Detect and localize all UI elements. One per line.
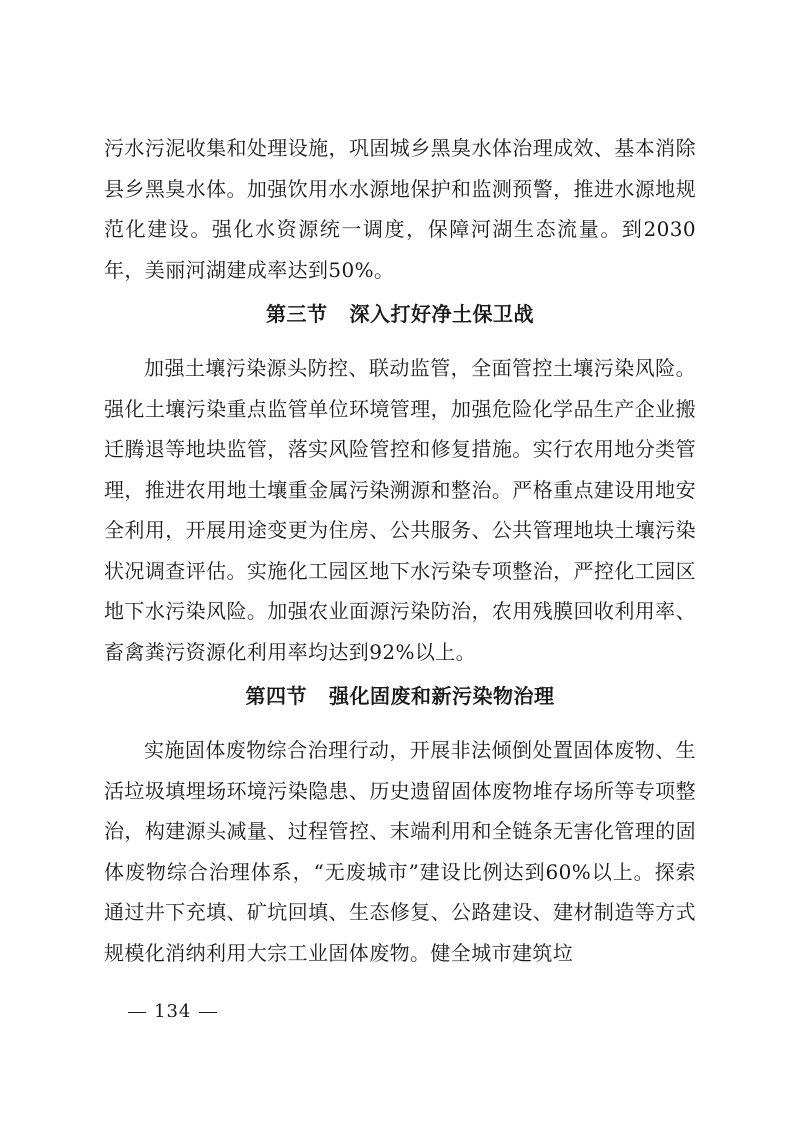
section-number: 第四节 <box>245 684 307 708</box>
dash-left <box>128 1012 146 1013</box>
section-heading-3 <box>104 300 696 328</box>
section-heading-4 <box>104 682 696 710</box>
paragraph-water-continuation: 污水污泥收集和处理设施，巩固城乡黑臭水体治理成效、基本消除县乡黑臭水体。加强饮用水水源地保护和监测预警，推进水源地规范化建设。强化水资源统一调度，保障河湖生态流量。到2030年，美丽河湖建成率达到50%。 <box>104 136 696 282</box>
dash-right <box>199 1012 217 1013</box>
paragraph-solid-waste: 实施固体废物综合治理行动，开展非法倾倒处置固体废物、生活垃圾填埋场环境污染隐患、历史遗留固体废物堆存场所等专项整治，构建源头减量、过程管控、末端利用和全链条无害化管理的固体废物综合治理体系，“无废城市”建设比例达到60%以上。探索通过井下充填、矿坑回填、生态修复、公路建设、建材制造等方式规模化消纳利用大宗工业固体废物。健全城市建筑垃 <box>104 738 696 965</box>
page-number-footer <box>120 1000 225 1024</box>
section-title: 强化固废和新污染物治理 <box>329 684 555 708</box>
section-number: 第三节 <box>266 302 328 326</box>
section-title: 深入打好净土保卫战 <box>349 302 534 326</box>
document-page <box>104 128 696 973</box>
page-number: 134 <box>154 1001 192 1022</box>
paragraph-soil-protection: 加强土壤污染源头防控、联动监管，全面管控土壤污染风险。强化土壤污染重点监管单位环境管理，加强危险化学品生产企业搬迁腾退等地块监管，落实风险管控和修复措施。实行农用地分类管理，推进农用地土壤重金属污染溯源和整治。严格重点建设用地安全利用，开展用途变更为住房、公共服务、公共管理地块土壤污染状况调查评估。实施化工园区地下水污染专项整治，严控化工园区地下水污染风险。加强农业面源污染防治，农用残膜回收利用率、畜禽粪污资源化利用率均达到92%以上。 <box>104 356 696 664</box>
